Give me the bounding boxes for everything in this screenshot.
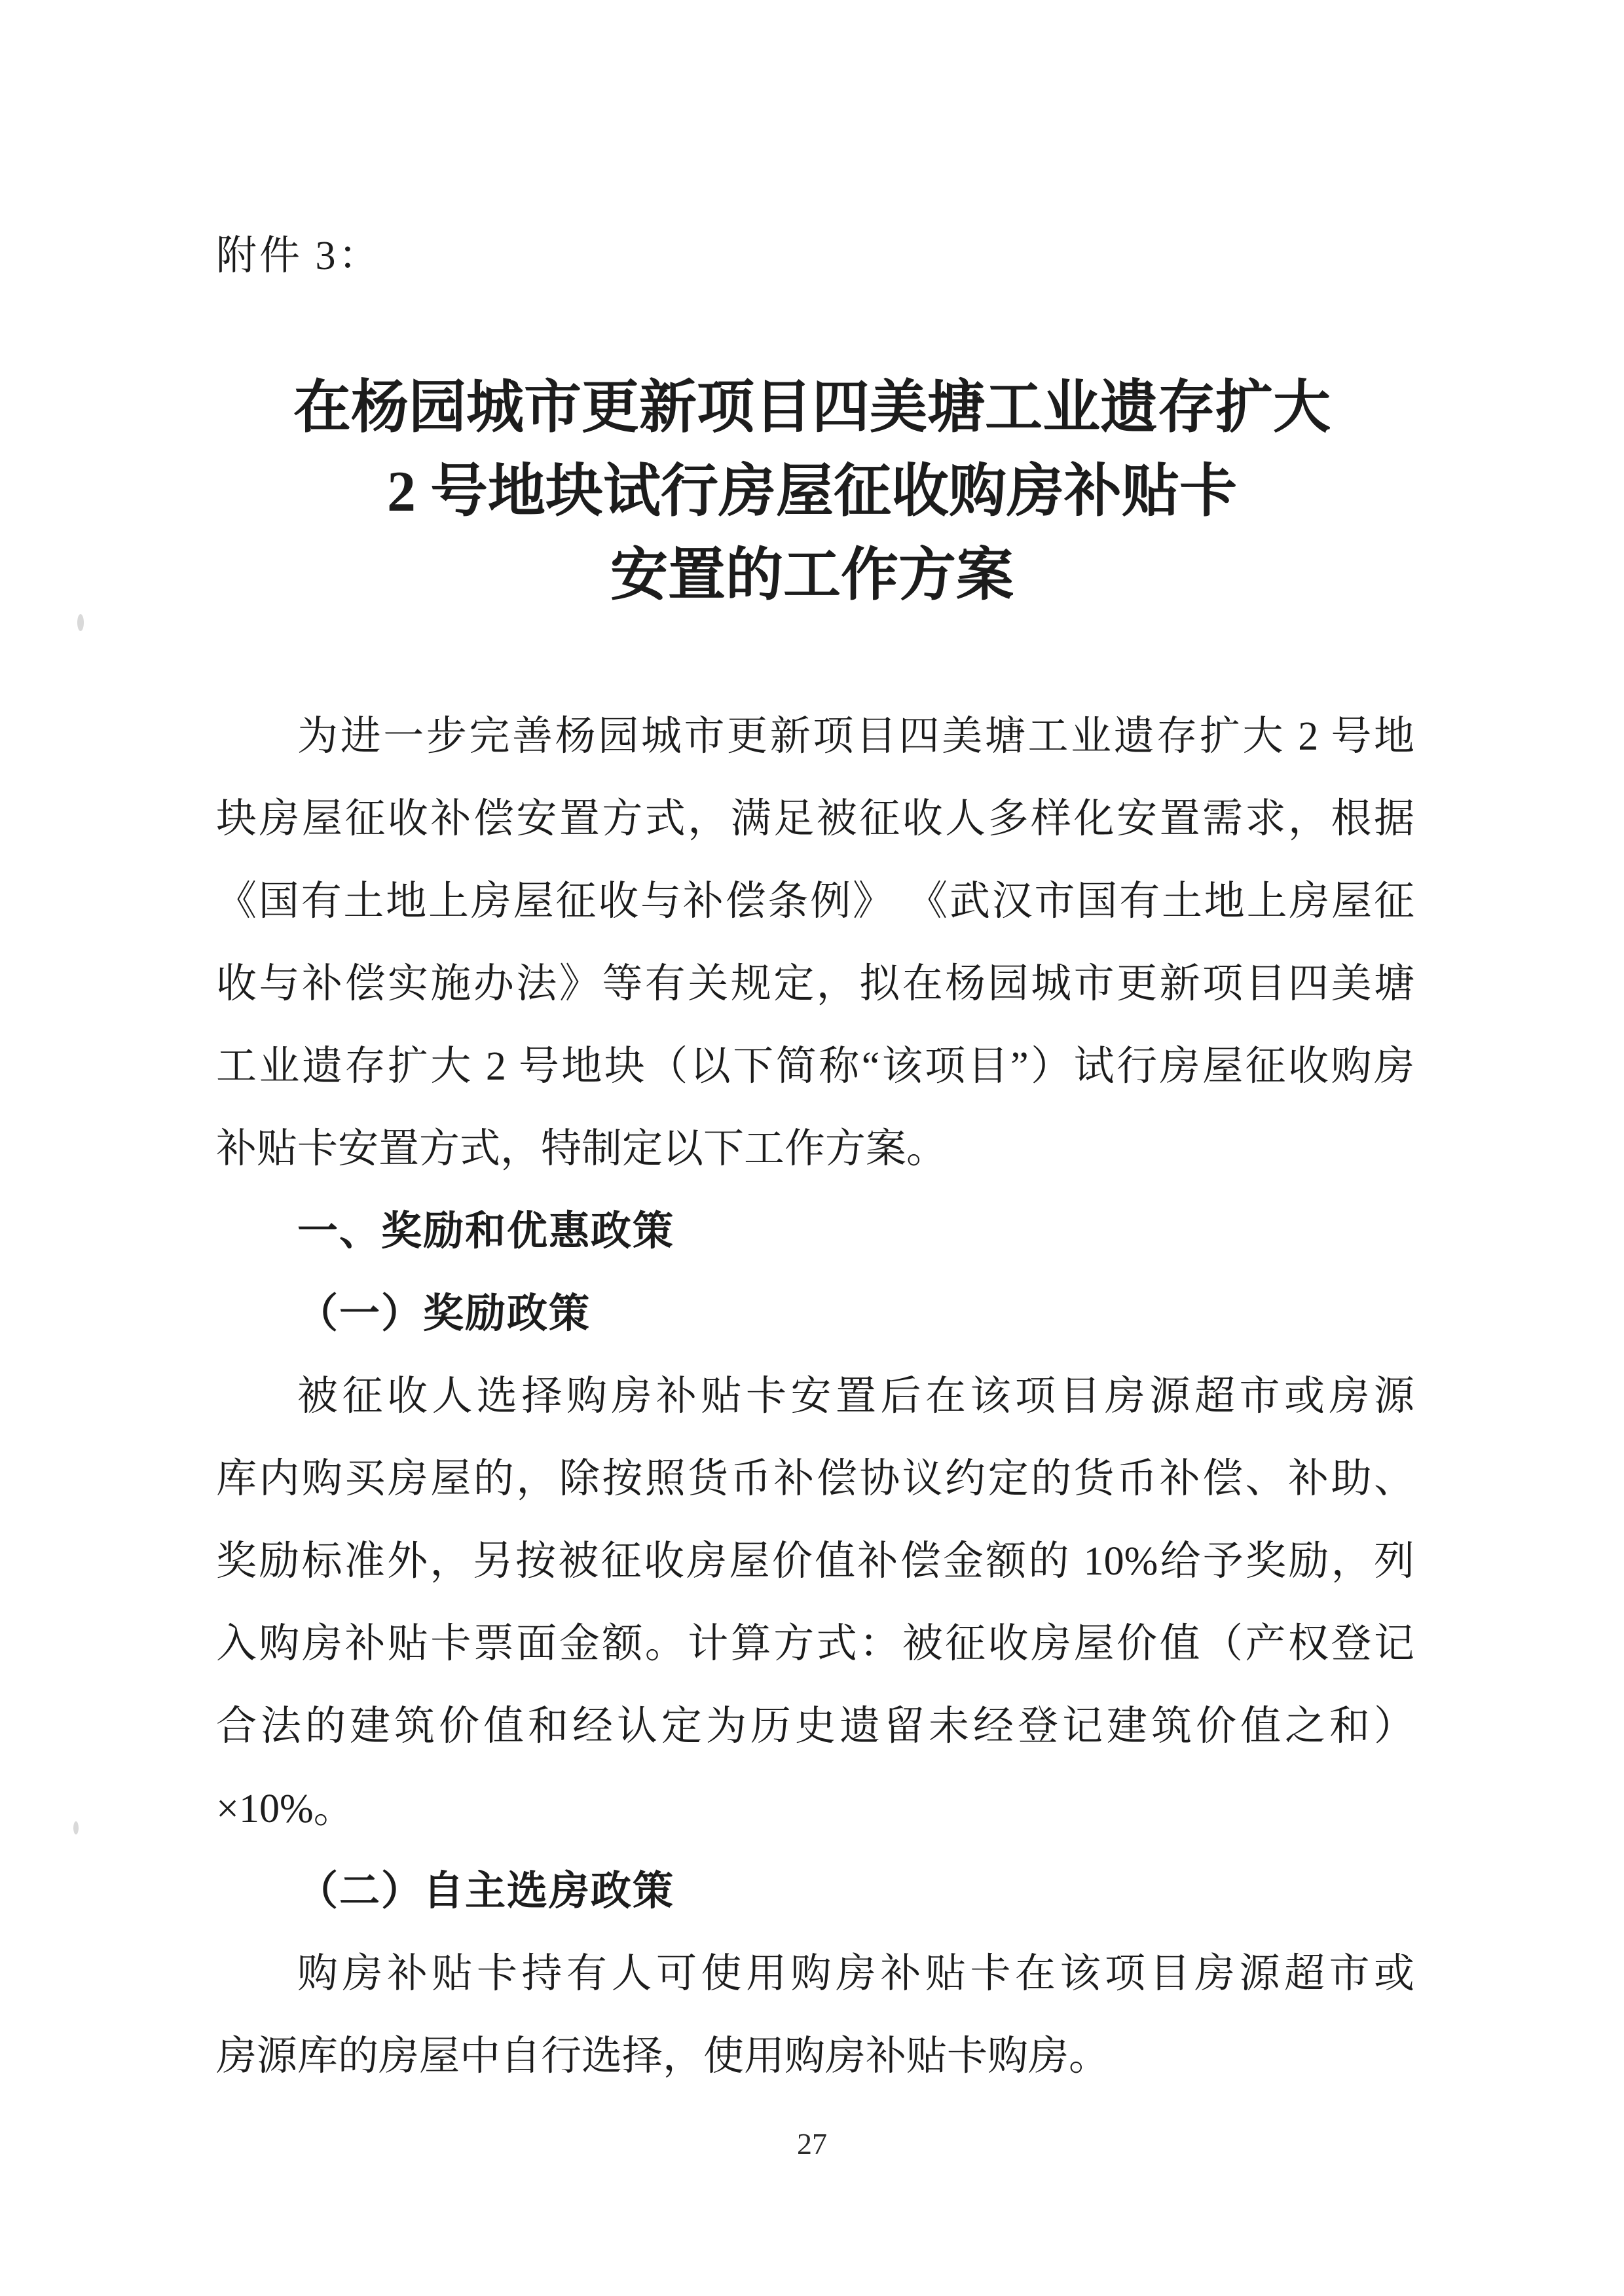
paragraph-line: ×10%。 xyxy=(216,1787,354,1831)
subsection-heading: （一）奖励政策 xyxy=(297,1292,591,1336)
subsection-heading: （二）自主选房政策 xyxy=(297,1869,675,1914)
paragraph-line: 购房补贴卡持有人可使用购房补贴卡在该项目房源超市或 xyxy=(297,1952,1414,1996)
scan-speck xyxy=(73,1821,79,1834)
paragraph-line: 为进一步完善杨园城市更新项目四美塘工业遗存扩大 2 号地 xyxy=(297,714,1414,759)
paragraph-line: 合法的建筑价值和经认定为历史遗留未经登记建筑价值之和） xyxy=(216,1704,1414,1749)
title-line-2: 2 号地块试行房屋征收购房补贴卡 xyxy=(386,460,1237,524)
paragraph-line: 库内购买房屋的，除按照货币补偿协议约定的货币补偿、补助、 xyxy=(216,1457,1414,1501)
section-heading: 一、奖励和优惠政策 xyxy=(297,1209,675,1254)
attachment-label: 附件 3： xyxy=(216,234,382,278)
paragraph-line: 收与补偿实施办法》等有关规定，拟在杨园城市更新项目四美塘 xyxy=(216,962,1414,1006)
title-line-3: 安置的工作方案 xyxy=(610,544,1014,608)
paragraph-line: 被征收人选择购房补贴卡安置后在该项目房源超市或房源 xyxy=(297,1374,1414,1419)
paragraph-line: 奖励标准外，另按被征收房屋价值补偿金额的 10%给予奖励，列 xyxy=(216,1539,1414,1584)
paragraph-line: 入购房补贴卡票面金额。计算方式：被征收房屋价值（产权登记 xyxy=(216,1622,1414,1666)
page-number: 27 xyxy=(797,2127,827,2160)
document-body xyxy=(216,695,1414,2098)
paragraph-line: 工业遗存扩大 2 号地块（以下简称“该项目”）试行房屋征收购房 xyxy=(216,1044,1414,1089)
title-line-1: 在杨园城市更新项目四美塘工业遗存扩大 xyxy=(293,376,1331,440)
paragraph-line: 《国有土地上房屋征收与补偿条例》 《武汉市国有土地上房屋征 xyxy=(216,879,1414,924)
paragraph-line: 房源库的房屋中自行选择，使用购房补贴卡购房。 xyxy=(216,2034,1110,2079)
paragraph-line: 补贴卡安置方式，特制定以下工作方案。 xyxy=(216,1127,948,1171)
paragraph-line: 块房屋征收补偿安置方式，满足被征收人多样化安置需求，根据 xyxy=(216,797,1414,841)
document-title xyxy=(0,367,1624,618)
